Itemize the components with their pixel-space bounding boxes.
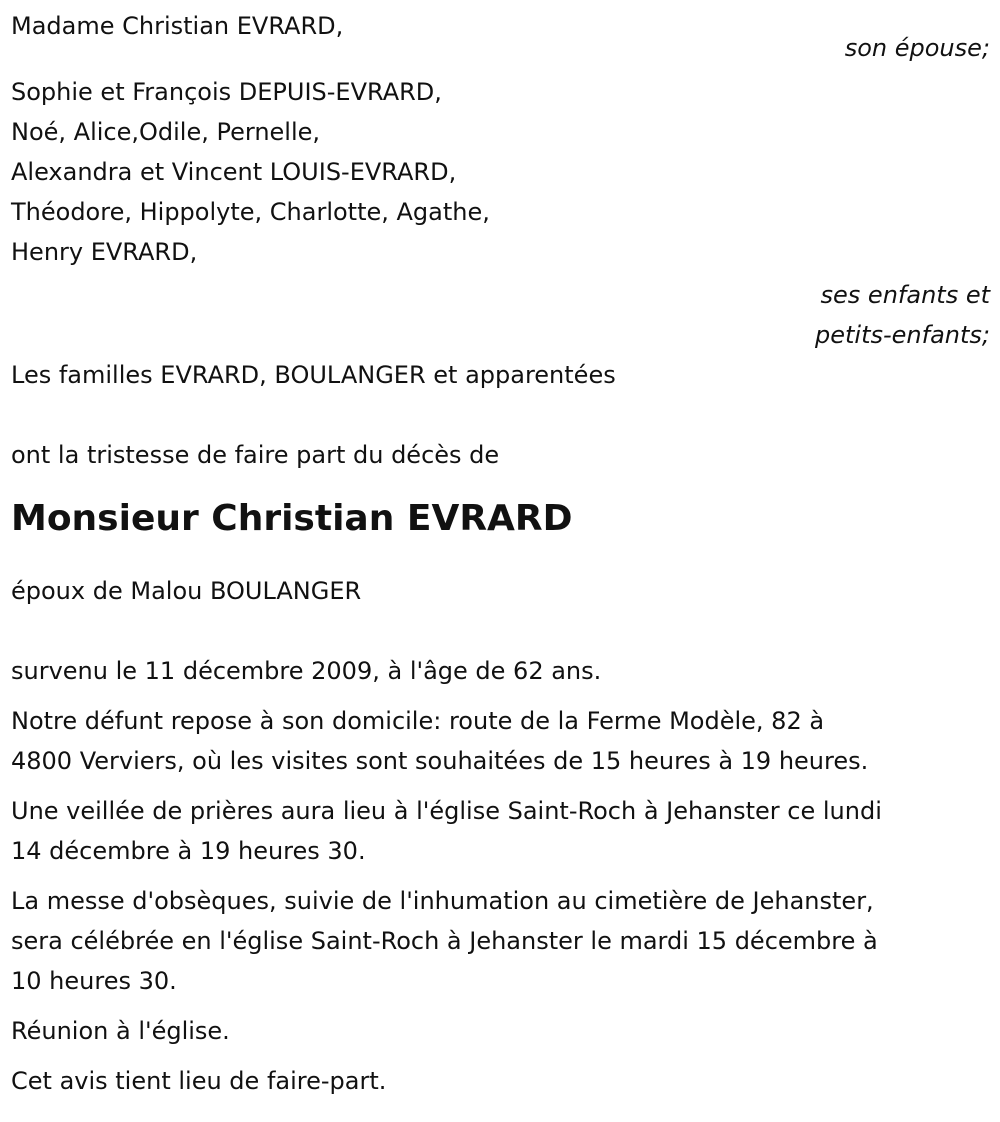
wake-line-2: 4800 Verviers, où les visites sont souhaitées de 15 heures à 19 heures. (11, 747, 869, 775)
children-line-3: Alexandra et Vincent LOUIS-EVRARD, (11, 158, 457, 186)
announcement-line: ont la tristesse de faire part du décès de (11, 441, 500, 469)
vigil-line-1: Une veillée de prières aura lieu à l'église Saint-Roch à Jehanster ce lundi (11, 797, 882, 825)
children-role-line-1: ses enfants et (820, 281, 990, 309)
wake-paragraph (11, 701, 990, 781)
funeral-line-3: 10 heures 30. (11, 967, 177, 995)
wake-line-1: Notre défunt repose à son domicile: route de la Ferme Modèle, 82 à (11, 707, 825, 735)
notice-line: Cet avis tient lieu de faire-part. (11, 1067, 387, 1095)
children-role-line-2: petits-enfants; (815, 321, 990, 349)
spouse-name-line: Madame Christian EVRARD, (11, 12, 344, 40)
vigil-paragraph (11, 791, 990, 871)
children-line-2: Noé, Alice,Odile, Pernelle, (11, 118, 321, 146)
children-line-1: Sophie et François DEPUIS-EVRARD, (11, 78, 442, 106)
obituary-notice (11, 6, 990, 1111)
death-info-line: survenu le 11 décembre 2009, à l'âge de 62 ans. (11, 657, 602, 685)
notice-paragraph (11, 1061, 990, 1101)
meeting-line: Réunion à l'église. (11, 1017, 230, 1045)
deceased-name: Monsieur Christian EVRARD (11, 498, 573, 539)
children-line-5: Henry EVRARD, (11, 238, 198, 266)
funeral-line-2: sera célébrée en l'église Saint-Roch à Jehanster le mardi 15 décembre à (11, 927, 878, 955)
children-role (11, 275, 990, 355)
funeral-paragraph (11, 881, 990, 1001)
spouse-role: son épouse; (844, 34, 990, 62)
spouse-of-line: époux de Malou BOULANGER (11, 577, 362, 605)
families-line: Les familles EVRARD, BOULANGER et apparentées (11, 361, 616, 389)
meeting-paragraph (11, 1011, 990, 1051)
children-line-4: Théodore, Hippolyte, Charlotte, Agathe, (11, 198, 490, 226)
funeral-line-1: La messe d'obsèques, suivie de l'inhumation au cimetière de Jehanster, (11, 887, 874, 915)
vigil-line-2: 14 décembre à 19 heures 30. (11, 837, 366, 865)
children-list (11, 72, 990, 272)
